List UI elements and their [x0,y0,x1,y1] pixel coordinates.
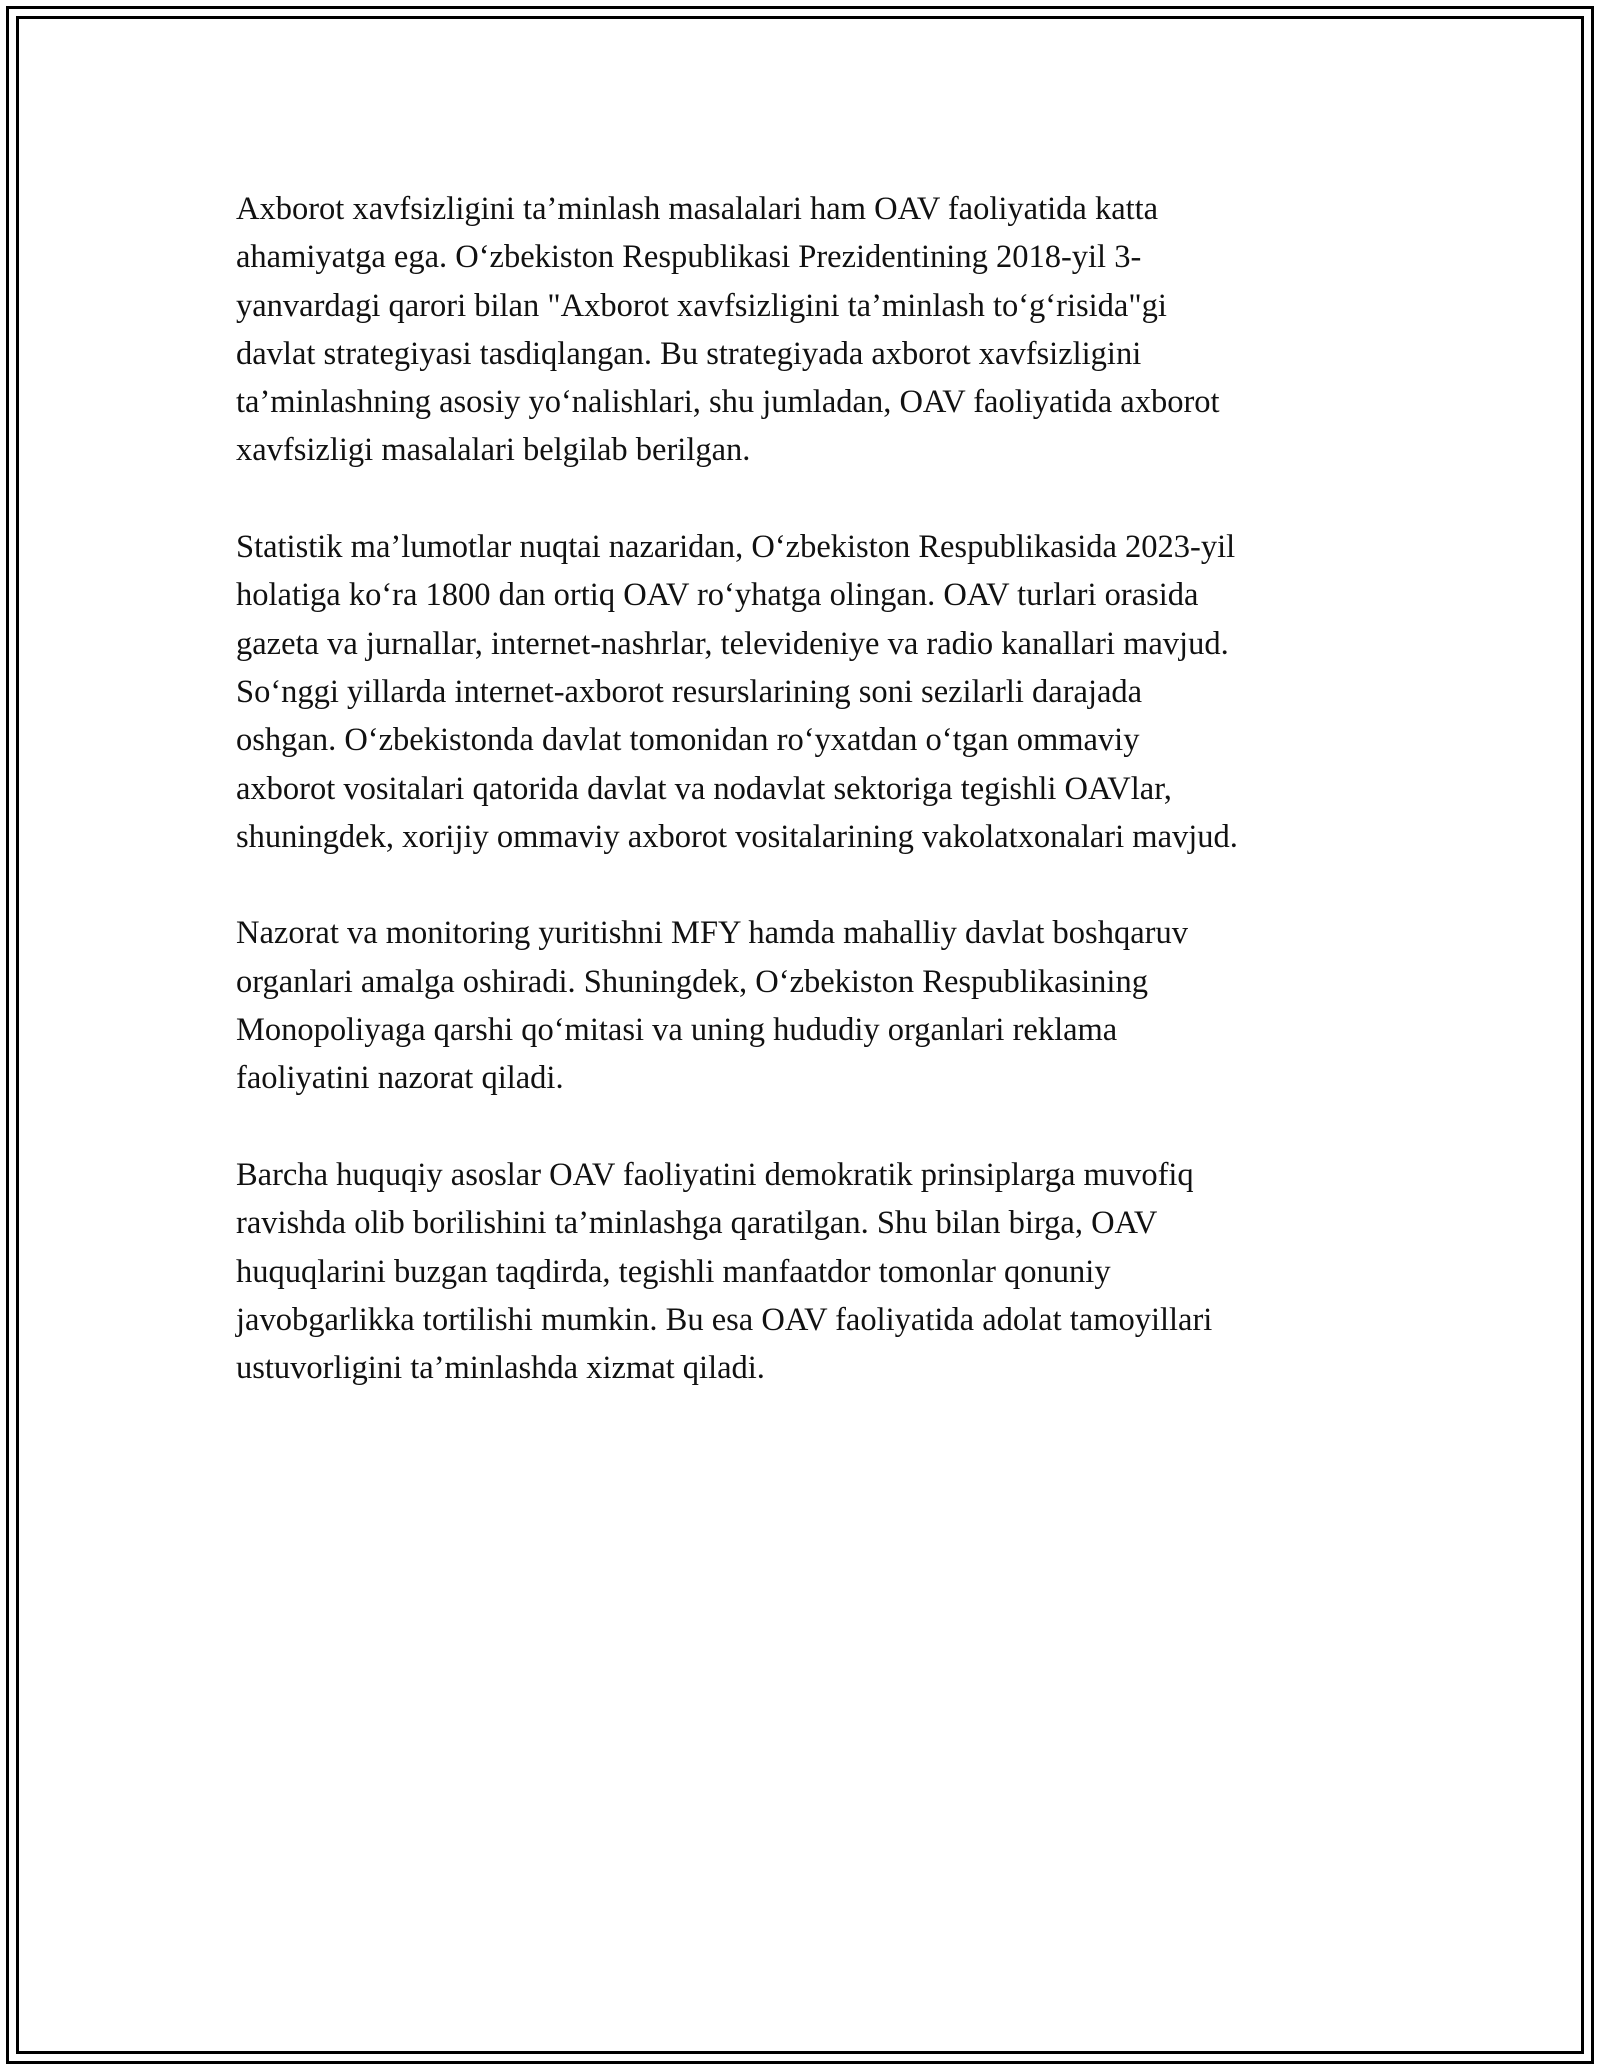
text-line: javobgarlikka tortilishi mumkin. Bu esa OAV faoliyatida adolat tamoyillari [236,1301,1213,1338]
paragraph-oversight [236,909,1396,1102]
text-line: ahamiyatga ega. O‘zbekiston Respublikasi Prezidentining 2018-yil 3- [236,239,1142,276]
text-line: organlari amalga oshiradi. Shuningdek, O‘zbekiston Respublikasining [236,963,1148,1000]
text-line: davlat strategiyasi tasdiqlangan. Bu strategiyada axborot xavfsizligini [236,335,1142,372]
text-line: xavfsizligi masalalari belgilab berilgan. [236,432,751,469]
text-line: Monopoliyaga qarshi qo‘mitasi va uning hududiy organlari reklama [236,1012,1118,1049]
text-line: axborot vositalari qatorida davlat va nodavlat sektoriga tegishli OAVlar, [236,770,1172,807]
text-line: yanvardagi qarori bilan "Axborot xavfsizligini ta’minlash to‘g‘risida"gi [236,287,1167,324]
paragraph-information-security [236,185,1396,475]
text-line: oshgan. O‘zbekistonda davlat tomonidan ro‘yxatdan o‘tgan ommaviy [236,722,1140,759]
text-line: ravishda olib borilishini ta’minlashga qaratilgan. Shu bilan birga, OAV [236,1205,1158,1242]
text-line: Nazorat va monitoring yuritishni MFY hamda mahalliy davlat boshqaruv [236,915,1188,952]
text-line: holatiga ko‘ra 1800 dan ortiq OAV ro‘yhatga olingan. OAV turlari orasida [236,577,1199,614]
document-body [236,185,1396,1441]
text-line: ustuvorligini ta’minlashda xizmat qiladi. [236,1350,765,1387]
text-line: ta’minlashning asosiy yo‘nalishlari, shu jumladan, OAV faoliyatida axborot [236,384,1220,421]
text-line: So‘nggi yillarda internet-axborot resurslarining soni sezilarli darajada [236,673,1143,710]
text-line: Axborot xavfsizligini ta’minlash masalalari ham OAV faoliyatida katta [236,191,1159,227]
paragraph-statistics [236,523,1396,861]
text-line: huquqlarini buzgan taqdirda, tegishli manfaatdor tomonlar qonuniy [236,1253,1111,1290]
text-line: gazeta va jurnallar, internet-nashrlar, televideniye va radio kanallari mavjud. [236,625,1229,662]
paragraph-legal-basis [236,1151,1396,1392]
text-line: Statistik ma’lumotlar nuqtai nazaridan, O‘zbekiston Respublikasida 2023-yil [236,529,1236,566]
text-line: Barcha huquqiy asoslar OAV faoliyatini demokratik prinsiplarga muvofiq [236,1156,1194,1193]
text-line: faoliyatini nazorat qiladi. [236,1060,564,1097]
text-line: shuningdek, xorijiy ommaviy axborot vositalarining vakolatxonalari mavjud. [236,818,1238,855]
